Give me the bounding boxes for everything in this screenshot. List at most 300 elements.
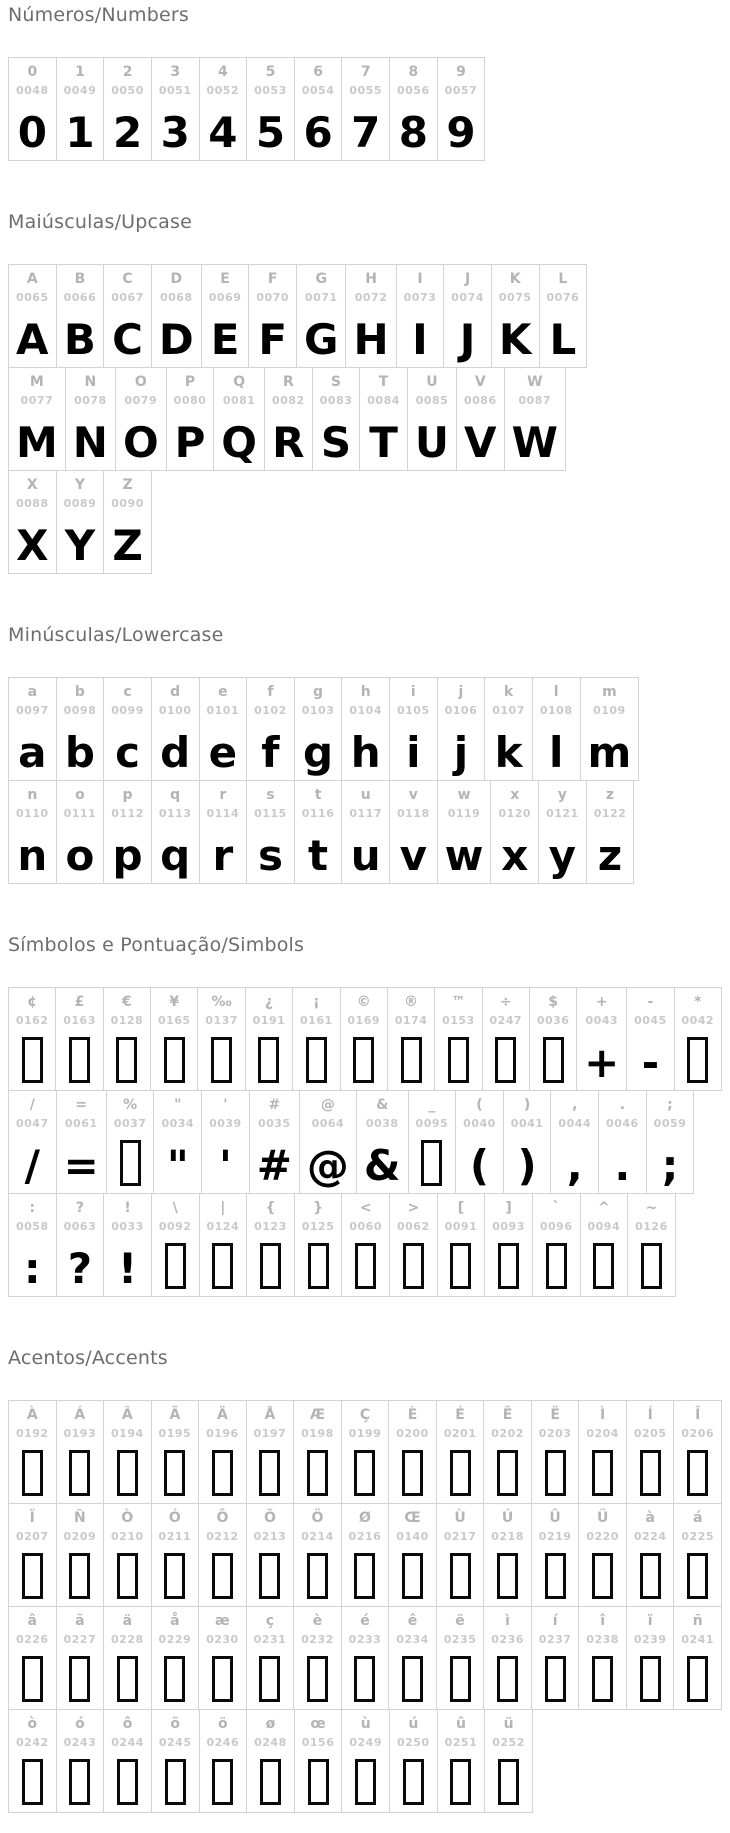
char-cell bbox=[8, 367, 66, 471]
glyph-area bbox=[22, 1646, 43, 1709]
missing-glyph-box bbox=[640, 1553, 661, 1599]
cell-char-label: I bbox=[417, 271, 423, 287]
cell-char-label: Æ bbox=[309, 1407, 326, 1423]
cell-code-label: 0080 bbox=[173, 394, 207, 407]
cell-glyph: = bbox=[63, 1140, 99, 1190]
cell-code-label: 0111 bbox=[63, 807, 97, 820]
cell-code-label: 0156 bbox=[301, 1736, 335, 1749]
char-cell bbox=[390, 1193, 438, 1297]
glyph-area bbox=[545, 1440, 566, 1503]
cell-code-label: 0203 bbox=[538, 1427, 572, 1440]
glyph-area bbox=[259, 1543, 280, 1606]
char-cell bbox=[346, 264, 396, 368]
missing-glyph-box bbox=[402, 1656, 423, 1702]
cell-char-label: è bbox=[312, 1613, 323, 1629]
cell-char-label: 6 bbox=[313, 64, 323, 80]
char-cell bbox=[532, 1606, 580, 1710]
cell-code-label: 0128 bbox=[110, 1014, 144, 1027]
char-cell bbox=[342, 1709, 390, 1813]
glyph-area bbox=[120, 1130, 141, 1193]
cell-code-label: 0063 bbox=[63, 1220, 97, 1233]
cell-glyph: 0 bbox=[17, 107, 47, 157]
char-cell bbox=[579, 1606, 627, 1710]
glyph-area bbox=[355, 1749, 376, 1812]
cell-char-label: ¡ bbox=[313, 994, 320, 1010]
cell-code-label: 0244 bbox=[111, 1736, 144, 1749]
glyph-area bbox=[450, 1749, 471, 1812]
cell-char-label: c bbox=[123, 684, 132, 700]
cell-code-label: 0098 bbox=[63, 704, 97, 717]
missing-glyph-box bbox=[307, 1450, 328, 1496]
cell-glyph: B bbox=[63, 314, 96, 364]
char-cell bbox=[152, 1193, 200, 1297]
cell-code-label: 0104 bbox=[349, 704, 382, 717]
missing-glyph-box bbox=[592, 1450, 613, 1496]
cell-code-label: 0218 bbox=[491, 1530, 524, 1543]
char-cell bbox=[57, 1606, 105, 1710]
char-cell bbox=[357, 1090, 409, 1194]
missing-glyph-box bbox=[354, 1656, 375, 1702]
missing-glyph-box bbox=[687, 1450, 708, 1496]
cell-char-label: o bbox=[75, 787, 85, 803]
glyph-area bbox=[640, 1543, 661, 1606]
cell-char-label: ~ bbox=[645, 1200, 658, 1216]
cell-code-label: 0212 bbox=[206, 1530, 239, 1543]
char-cell bbox=[579, 1503, 627, 1607]
char-cell bbox=[66, 367, 116, 471]
cell-code-label: 0101 bbox=[206, 704, 240, 717]
glyph-area bbox=[160, 820, 190, 883]
cell-code-label: 0202 bbox=[491, 1427, 524, 1440]
cell-code-label: 0224 bbox=[633, 1530, 667, 1543]
missing-glyph-box bbox=[117, 1656, 138, 1702]
cell-code-label: 0108 bbox=[539, 704, 573, 717]
cell-char-label: ñ bbox=[692, 1613, 703, 1629]
cell-glyph: 1 bbox=[65, 107, 95, 157]
missing-glyph-box bbox=[116, 1037, 137, 1083]
char-cell bbox=[297, 264, 346, 368]
cell-glyph: ; bbox=[661, 1140, 679, 1190]
cell-code-label: 0034 bbox=[161, 1117, 195, 1130]
glyph-area bbox=[308, 1233, 329, 1296]
cell-code-label: 0069 bbox=[208, 291, 242, 304]
glyph-area bbox=[17, 820, 47, 883]
char-row bbox=[8, 677, 722, 781]
cell-char-label: p bbox=[122, 787, 133, 803]
cell-glyph: s bbox=[257, 830, 283, 880]
cell-char-label: 7 bbox=[360, 64, 371, 80]
cell-code-label: 0169 bbox=[347, 1014, 381, 1027]
cell-char-label: k bbox=[503, 684, 514, 700]
cell-char-label: ò bbox=[27, 1716, 38, 1732]
glyph-area bbox=[69, 1543, 90, 1606]
char-cell bbox=[293, 987, 340, 1091]
cell-char-label: € bbox=[122, 994, 132, 1010]
glyph-area bbox=[497, 1646, 518, 1709]
cell-char-label: @ bbox=[320, 1097, 335, 1113]
missing-glyph-box bbox=[687, 1656, 708, 1702]
missing-glyph-box bbox=[687, 1553, 708, 1599]
cell-char-label: | bbox=[220, 1200, 226, 1216]
cell-char-label: a bbox=[27, 684, 38, 700]
cell-char-label: N bbox=[84, 374, 97, 390]
cell-char-label: B bbox=[74, 271, 86, 287]
cell-code-label: 0049 bbox=[63, 84, 97, 97]
char-cell bbox=[200, 1193, 248, 1297]
char-cell bbox=[200, 677, 248, 781]
cell-glyph: 2 bbox=[112, 107, 143, 157]
char-cell bbox=[342, 1503, 390, 1607]
glyph-area bbox=[16, 510, 48, 573]
char-cell bbox=[8, 1090, 57, 1194]
cell-glyph: e bbox=[208, 727, 238, 777]
cell-glyph: z bbox=[597, 830, 623, 880]
glyph-area bbox=[73, 407, 108, 470]
cell-char-label: î bbox=[600, 1613, 606, 1629]
cell-char-label: Q bbox=[233, 374, 246, 390]
glyph-area bbox=[113, 820, 143, 883]
cell-char-label: s bbox=[266, 787, 275, 803]
missing-glyph-box bbox=[497, 1450, 518, 1496]
cell-code-label: 0035 bbox=[257, 1117, 291, 1130]
cell-char-label: ) bbox=[523, 1097, 531, 1113]
glyph-area bbox=[164, 1440, 185, 1503]
glyph-area bbox=[165, 1749, 186, 1812]
glyph-area bbox=[117, 1646, 138, 1709]
cell-char-label: ; bbox=[667, 1097, 673, 1113]
cell-char-label: e bbox=[218, 684, 228, 700]
cell-char-label: C bbox=[122, 271, 133, 287]
cell-char-label: ^ bbox=[597, 1200, 610, 1216]
cell-char-label: Ì bbox=[600, 1407, 606, 1423]
glyph-area bbox=[16, 304, 49, 367]
cell-code-label: 0076 bbox=[546, 291, 580, 304]
char-row bbox=[8, 780, 722, 884]
char-cell bbox=[438, 57, 486, 161]
glyph-area bbox=[161, 97, 190, 160]
glyph-area bbox=[308, 1749, 329, 1812]
char-cell bbox=[484, 1606, 532, 1710]
char-cell bbox=[152, 1606, 200, 1710]
cell-char-label: < bbox=[359, 1200, 372, 1216]
char-cell bbox=[198, 987, 245, 1091]
char-cell bbox=[581, 677, 640, 781]
cell-char-label: Á bbox=[74, 1407, 86, 1423]
cell-glyph: o bbox=[65, 830, 95, 880]
cell-char-label: # bbox=[268, 1097, 281, 1113]
cell-char-label: Â bbox=[121, 1407, 133, 1423]
glyph-area bbox=[22, 1440, 43, 1503]
cell-code-label: 0211 bbox=[158, 1530, 192, 1543]
glyph-area bbox=[64, 1130, 99, 1193]
char-cell bbox=[390, 677, 438, 781]
cell-code-label: 0227 bbox=[63, 1633, 97, 1646]
char-table bbox=[8, 57, 722, 161]
char-cell bbox=[294, 1606, 342, 1710]
cell-code-label: 0228 bbox=[111, 1633, 144, 1646]
glyph-area bbox=[402, 1440, 423, 1503]
cell-char-label: Ï bbox=[29, 1510, 35, 1526]
glyph-area bbox=[25, 1130, 40, 1193]
cell-char-label: % bbox=[123, 1097, 138, 1113]
cell-code-label: 0247 bbox=[489, 1014, 523, 1027]
glyph-area bbox=[272, 407, 304, 470]
cell-glyph: K bbox=[498, 314, 532, 364]
glyph-area bbox=[687, 1646, 708, 1709]
cell-code-label: 0071 bbox=[304, 291, 338, 304]
missing-glyph-box bbox=[211, 1037, 232, 1083]
char-row bbox=[8, 987, 722, 1091]
char-cell bbox=[360, 367, 408, 471]
glyph-area bbox=[354, 1440, 375, 1503]
char-cell bbox=[8, 677, 57, 781]
cell-code-label: 0193 bbox=[63, 1427, 97, 1440]
cell-char-label: ø bbox=[265, 1716, 276, 1732]
cell-char-label: W bbox=[527, 374, 543, 390]
char-cell bbox=[438, 677, 486, 781]
char-cell bbox=[409, 1090, 457, 1194]
cell-char-label: A bbox=[26, 271, 38, 287]
cell-glyph: Z bbox=[112, 520, 143, 570]
cell-char-label: - bbox=[647, 994, 654, 1010]
missing-glyph-box bbox=[593, 1243, 614, 1289]
glyph-area bbox=[662, 1130, 679, 1193]
char-cell bbox=[57, 470, 105, 574]
cell-code-label: 0241 bbox=[681, 1633, 715, 1646]
char-cell bbox=[492, 264, 540, 368]
missing-glyph-box bbox=[212, 1656, 233, 1702]
cell-code-label: 0207 bbox=[15, 1530, 49, 1543]
cell-code-label: 0048 bbox=[16, 84, 49, 97]
cell-char-label: D bbox=[170, 271, 183, 287]
char-cell bbox=[57, 1503, 105, 1607]
cell-code-label: 0120 bbox=[498, 807, 532, 820]
cell-glyph: ( bbox=[469, 1140, 490, 1190]
cell-glyph: ? bbox=[67, 1243, 93, 1293]
char-row bbox=[8, 1090, 722, 1194]
glyph-area bbox=[64, 304, 96, 367]
cell-char-label: Œ bbox=[404, 1510, 421, 1526]
char-cell bbox=[152, 1503, 200, 1607]
cell-code-label: 0125 bbox=[301, 1220, 335, 1233]
cell-code-label: 0230 bbox=[206, 1633, 239, 1646]
cell-glyph: c bbox=[115, 727, 141, 777]
char-cell bbox=[200, 1709, 248, 1813]
cell-code-label: 0106 bbox=[444, 704, 478, 717]
glyph-area bbox=[117, 1749, 138, 1812]
glyph-area bbox=[68, 1233, 92, 1296]
cell-char-label: æ bbox=[215, 1613, 230, 1629]
cell-glyph: y bbox=[548, 830, 577, 880]
cell-code-label: 0057 bbox=[444, 84, 478, 97]
missing-glyph-box bbox=[354, 1450, 375, 1496]
cell-code-label: 0097 bbox=[16, 704, 49, 717]
cell-char-label: , bbox=[572, 1097, 578, 1113]
glyph-area bbox=[403, 1233, 424, 1296]
cell-glyph: C bbox=[112, 314, 143, 364]
cell-code-label: 0140 bbox=[396, 1530, 429, 1543]
cell-code-label: 0110 bbox=[16, 807, 49, 820]
glyph-area bbox=[598, 820, 622, 883]
cell-glyph: Y bbox=[64, 520, 96, 570]
missing-glyph-box bbox=[640, 1450, 661, 1496]
char-cell bbox=[342, 1400, 390, 1504]
glyph-area bbox=[221, 407, 257, 470]
cell-char-label: É bbox=[455, 1407, 465, 1423]
cell-glyph: b bbox=[64, 727, 95, 777]
cell-glyph: ! bbox=[117, 1243, 138, 1293]
char-cell bbox=[483, 987, 530, 1091]
cell-char-label: ® bbox=[404, 994, 419, 1010]
cell-char-label: Ú bbox=[501, 1510, 514, 1526]
char-cell bbox=[8, 470, 57, 574]
cell-code-label: 0235 bbox=[443, 1633, 477, 1646]
char-row bbox=[8, 1400, 722, 1504]
cell-glyph: t bbox=[308, 830, 329, 880]
missing-glyph-box bbox=[22, 1037, 43, 1083]
cell-code-label: 0046 bbox=[606, 1117, 639, 1130]
missing-glyph-box bbox=[592, 1553, 613, 1599]
cell-char-label: _ bbox=[428, 1097, 436, 1113]
cell-code-label: 0085 bbox=[415, 394, 449, 407]
cell-char-label: Ç bbox=[359, 1407, 371, 1423]
glyph-area bbox=[498, 1233, 519, 1296]
cell-code-label: 0094 bbox=[587, 1220, 621, 1233]
cell-glyph: I bbox=[412, 314, 428, 364]
char-row bbox=[8, 1503, 722, 1607]
cell-code-label: 0066 bbox=[63, 291, 97, 304]
cell-char-label: T bbox=[378, 374, 389, 390]
cell-char-label: í bbox=[552, 1613, 558, 1629]
glyph-area bbox=[123, 407, 159, 470]
missing-glyph-box bbox=[354, 1553, 375, 1599]
glyph-area bbox=[212, 1749, 233, 1812]
char-cell bbox=[300, 1090, 357, 1194]
cell-glyph: V bbox=[464, 417, 497, 467]
char-cell bbox=[8, 264, 57, 368]
cell-glyph: f bbox=[261, 727, 280, 777]
glyph-area bbox=[518, 1130, 537, 1193]
cell-char-label: v bbox=[408, 787, 418, 803]
cell-glyph: ' bbox=[218, 1140, 232, 1190]
cell-code-label: 0061 bbox=[64, 1117, 98, 1130]
cell-char-label: l bbox=[553, 684, 559, 700]
char-cell bbox=[294, 1503, 342, 1607]
char-cell bbox=[577, 987, 627, 1091]
cell-code-label: 0115 bbox=[254, 807, 287, 820]
cell-code-label: 0089 bbox=[63, 497, 97, 510]
glyph-area bbox=[406, 717, 420, 780]
cell-code-label: 0165 bbox=[157, 1014, 191, 1027]
cell-glyph: x bbox=[501, 830, 529, 880]
cell-code-label: 0041 bbox=[510, 1117, 544, 1130]
cell-char-label: h bbox=[360, 684, 371, 700]
missing-glyph-box bbox=[258, 1037, 279, 1083]
glyph-area bbox=[65, 717, 95, 780]
cell-char-label: Ä bbox=[216, 1407, 228, 1423]
glyph-area bbox=[567, 1130, 583, 1193]
glyph-area bbox=[351, 820, 381, 883]
glyph-area bbox=[400, 820, 427, 883]
glyph-area bbox=[303, 97, 332, 160]
char-cell bbox=[57, 780, 105, 884]
cell-glyph: ) bbox=[517, 1140, 537, 1190]
char-cell bbox=[485, 677, 533, 781]
missing-glyph-box bbox=[22, 1759, 43, 1805]
cell-char-label: 4 bbox=[217, 64, 228, 80]
section-symbols bbox=[8, 934, 722, 1297]
cell-char-label: ì bbox=[505, 1613, 510, 1629]
char-cell bbox=[199, 1400, 247, 1504]
cell-glyph: L bbox=[549, 314, 577, 364]
cell-code-label: 0051 bbox=[158, 84, 192, 97]
cell-code-label: 0237 bbox=[538, 1633, 572, 1646]
glyph-area bbox=[549, 820, 576, 883]
cell-char-label: â bbox=[27, 1613, 37, 1629]
cell-char-label: ï bbox=[647, 1613, 653, 1629]
cell-code-label: 0102 bbox=[254, 704, 287, 717]
cell-char-label: õ bbox=[170, 1716, 180, 1732]
cell-code-label: 0045 bbox=[634, 1014, 667, 1027]
char-cell bbox=[202, 1090, 250, 1194]
glyph-area bbox=[260, 1233, 281, 1296]
glyph-area bbox=[592, 1440, 613, 1503]
glyph-area bbox=[261, 717, 279, 780]
char-cell bbox=[674, 1400, 722, 1504]
char-cell bbox=[8, 987, 56, 1091]
cell-char-label: Ü bbox=[596, 1510, 609, 1526]
cell-char-label: n bbox=[27, 787, 38, 803]
glyph-area bbox=[160, 717, 190, 780]
cell-code-label: 0042 bbox=[681, 1014, 715, 1027]
missing-glyph-box bbox=[259, 1450, 280, 1496]
missing-glyph-box bbox=[117, 1450, 138, 1496]
missing-glyph-box bbox=[165, 1243, 186, 1289]
cell-char-label: £ bbox=[74, 994, 85, 1010]
glyph-area bbox=[549, 304, 576, 367]
char-cell bbox=[199, 1606, 247, 1710]
cell-code-label: 0246 bbox=[206, 1736, 240, 1749]
cell-char-label: Ù bbox=[454, 1510, 466, 1526]
char-cell bbox=[152, 1400, 200, 1504]
cell-char-label: é bbox=[360, 1613, 370, 1629]
glyph-area bbox=[495, 717, 523, 780]
char-cell bbox=[485, 1193, 533, 1297]
cell-char-label: Z bbox=[122, 477, 133, 493]
cell-code-label: 0243 bbox=[63, 1736, 97, 1749]
char-cell bbox=[504, 1090, 552, 1194]
section-accents bbox=[8, 1347, 722, 1813]
cell-glyph: " bbox=[166, 1140, 189, 1190]
cell-code-label: 0090 bbox=[111, 497, 144, 510]
cell-code-label: 0073 bbox=[403, 291, 437, 304]
char-cell bbox=[152, 1709, 200, 1813]
glyph-area bbox=[402, 1543, 423, 1606]
cell-code-label: 0081 bbox=[222, 394, 256, 407]
char-cell bbox=[104, 780, 152, 884]
glyph-area bbox=[22, 1027, 43, 1090]
glyph-area bbox=[353, 1027, 374, 1090]
cell-code-label: 0198 bbox=[301, 1427, 334, 1440]
glyph-area bbox=[545, 1543, 566, 1606]
char-cell bbox=[104, 57, 152, 161]
glyph-area bbox=[258, 304, 287, 367]
cell-code-label: 0137 bbox=[205, 1014, 238, 1027]
missing-glyph-box bbox=[164, 1553, 185, 1599]
cell-char-label: ' bbox=[223, 1097, 228, 1113]
cell-code-label: 0072 bbox=[354, 291, 388, 304]
missing-glyph-box bbox=[164, 1656, 185, 1702]
